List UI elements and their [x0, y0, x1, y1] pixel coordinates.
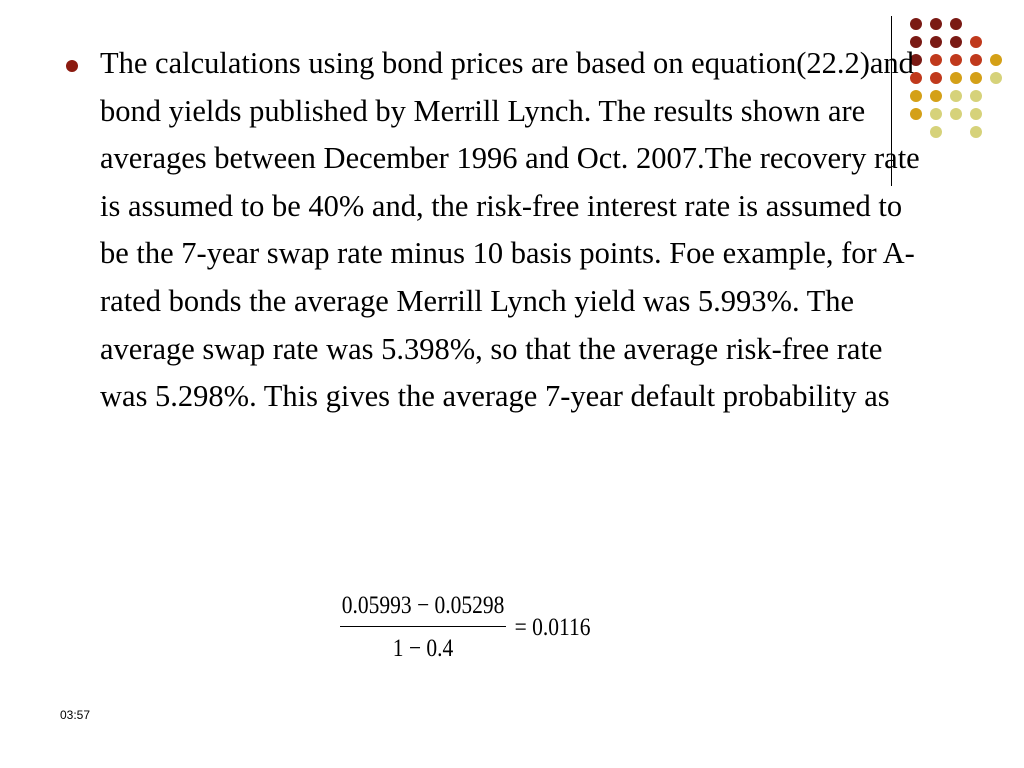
bullet-icon — [66, 60, 78, 72]
slide-footer-time: 03:57 — [60, 708, 91, 722]
formula-fraction — [340, 592, 506, 663]
body-paragraph: The calculations using bond prices are based on equation(22.2)and bond yields published by Merrill Lynch. The results shown are averages between December 1996 and Oct. 2007.The recovery rate is assumed to be 40% and, the risk-free interest rate is assumed to be the 7-year swap rate minus 10 basis points. Foe example, for A-rated bonds the average Merrill Lynch yield was 5.993%. The average swap rate was 5.398%, so that the average risk-free rate was 5.298%. This gives the average 7-year default probability as — [100, 46, 920, 414]
formula-denominator: 1 − 0.4 — [392, 635, 454, 662]
default-probability-formula — [340, 592, 591, 663]
formula-numerator: 0.05993 − 0.05298 — [340, 592, 506, 627]
formula-result: = 0.0116 — [514, 613, 591, 641]
